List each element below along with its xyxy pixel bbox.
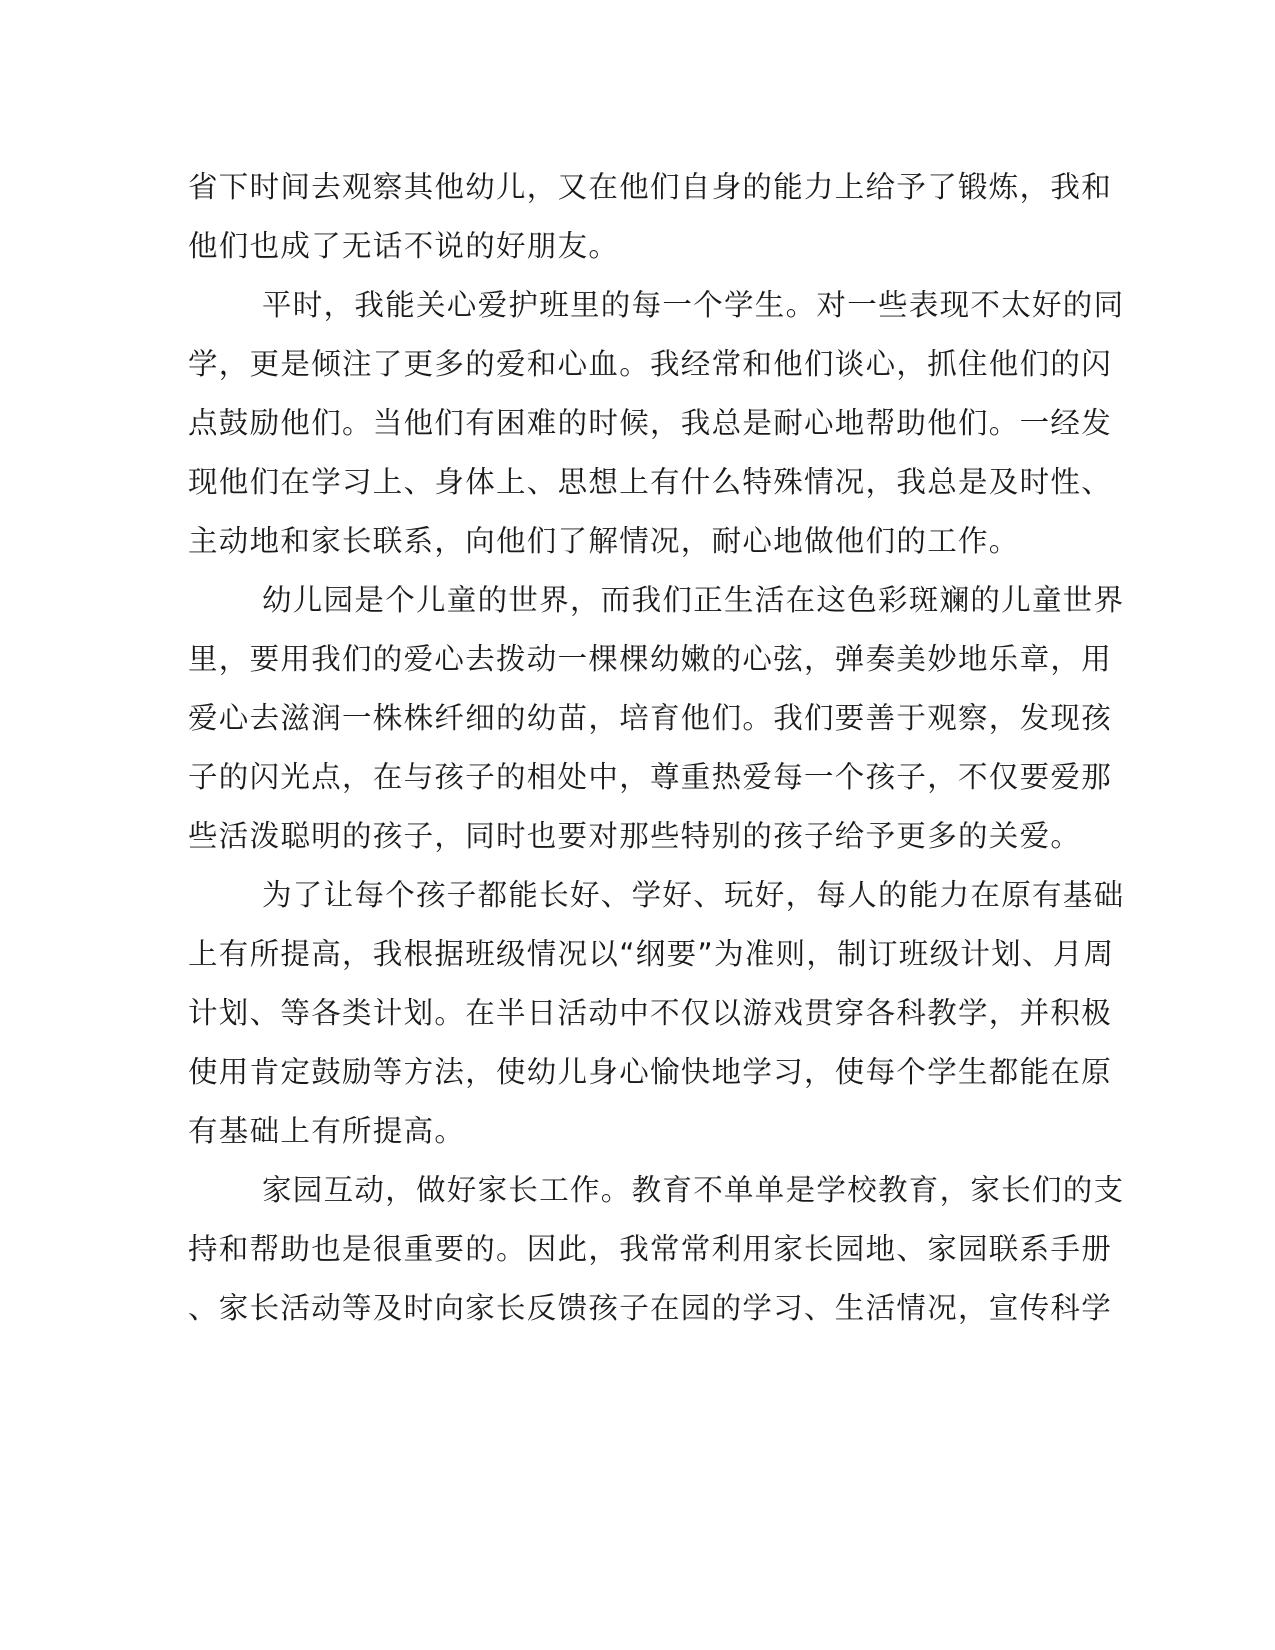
text-line: 学，更是倾注了更多的爱和心血。我经常和他们谈心，抓住他们的闪 <box>188 347 1113 381</box>
text-line: 、家长活动等及时向家长反馈孩子在园的学习、生活情况，宣传科学 <box>188 1291 1113 1325</box>
text-line: 使用肯定鼓励等方法，使幼儿身心愉快地学习，使每个学生都能在原 <box>188 1055 1113 1089</box>
text-line: 现他们在学习上、身体上、思想上有什么特殊情况，我总是及时性、 <box>188 465 1113 499</box>
text-line: 他们也成了无话不说的好朋友。 <box>188 229 620 263</box>
text-line: 省下时间去观察其他幼儿，又在他们自身的能力上给予了锻炼，我和 <box>188 170 1113 204</box>
text-line: 爱心去滋润一株株纤细的幼苗，培育他们。我们要善于观察，发现孩 <box>188 701 1113 735</box>
text-line: 些活泼聪明的孩子，同时也要对那些特别的孩子给予更多的关爱。 <box>188 819 1082 853</box>
text-line: 持和帮助也是很重要的。因此，我常常利用家长园地、家园联系手册 <box>188 1232 1113 1266</box>
text-line: 有基础上有所提高。 <box>188 1114 466 1148</box>
text-line: 主动地和家长联系，向他们了解情况，耐心地做他们的工作。 <box>188 524 1020 558</box>
body-text <box>188 158 1125 1338</box>
text-line: 计划、等各类计划。在半日活动中不仅以游戏贯穿各科教学，并积极 <box>188 996 1113 1030</box>
paragraph-first-line: 平时，我能关心爱护班里的每一个学生。对一些表现不太好的同 <box>262 288 1125 322</box>
text-line: 上有所提高，我根据班级情况以“纲要”为准则，制订班级计划、月周 <box>188 937 1115 971</box>
paragraph-first-line: 为了让每个孩子都能长好、学好、玩好，每人的能力在原有基础 <box>262 878 1125 912</box>
paragraph-first-line: 家园互动，做好家长工作。教育不单单是学校教育，家长们的支 <box>262 1173 1125 1207</box>
text-line: 点鼓励他们。当他们有困难的时候，我总是耐心地帮助他们。一经发 <box>188 406 1113 440</box>
text-line: 里，要用我们的爱心去拨动一棵棵幼嫩的心弦，弹奏美妙地乐章，用 <box>188 642 1113 676</box>
text-line: 子的闪光点，在与孩子的相处中，尊重热爱每一个孩子，不仅要爱那 <box>188 760 1113 794</box>
paragraph-first-line: 幼儿园是个儿童的世界，而我们正生活在这色彩斑斓的儿童世界 <box>262 583 1125 617</box>
